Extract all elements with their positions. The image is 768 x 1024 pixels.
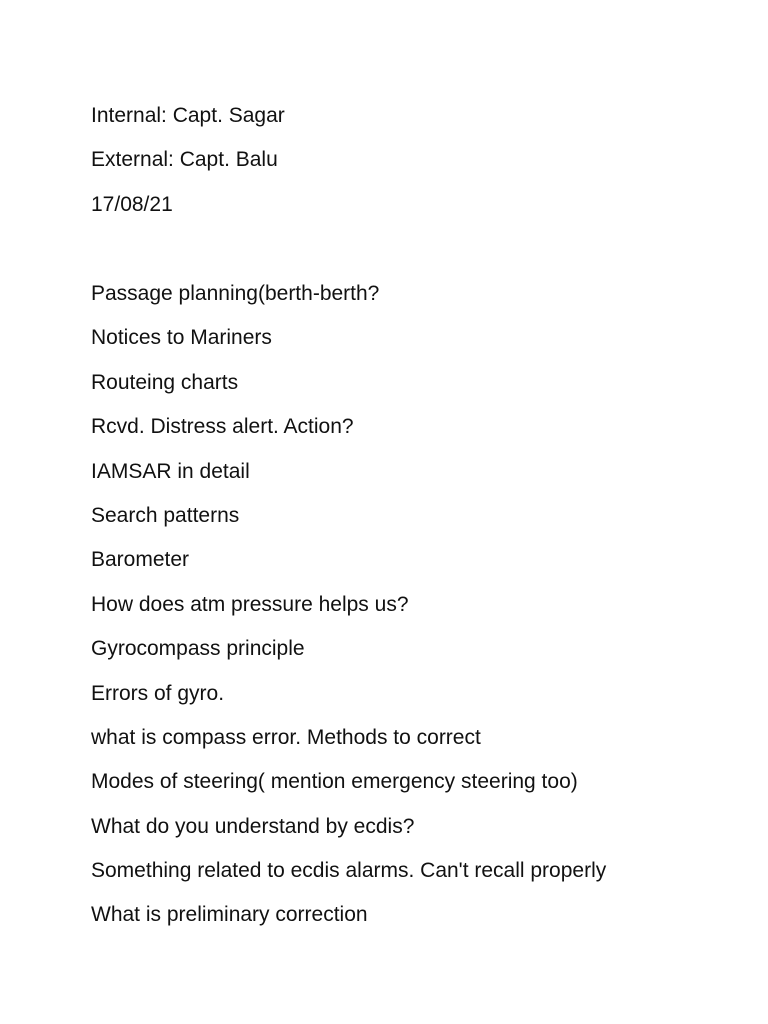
question-item: What is preliminary correction (91, 903, 368, 927)
internal-examiner: Internal: Capt. Sagar (91, 104, 285, 127)
question-item: How does atm pressure helps us? (91, 592, 409, 616)
exam-header (91, 94, 728, 227)
question-item: Barometer (91, 548, 190, 572)
question-item: Gyrocompass principle (91, 637, 305, 661)
question-item: What do you understand by ecdis? (91, 814, 415, 838)
question-item: Something related to ecdis alarms. Can't recall properly (91, 859, 607, 883)
question-item: Errors of gyro. (91, 681, 225, 705)
question-item: Rcvd. Distress alert. Action? (91, 415, 354, 439)
question-item: Routeing charts (91, 370, 239, 394)
question-item: IAMSAR in detail (91, 459, 250, 483)
question-item: Search patterns (91, 503, 240, 527)
external-examiner: External: Capt. Balu (91, 148, 278, 172)
question-list (91, 272, 728, 938)
question-item: what is compass error. Methods to correct (91, 725, 481, 749)
exam-date: 17/08/21 (91, 192, 173, 216)
question-item: Notices to Mariners (91, 326, 272, 350)
question-item: Passage planning(berth-berth? (91, 282, 380, 305)
question-item: Modes of steering( mention emergency steering too) (91, 770, 578, 794)
